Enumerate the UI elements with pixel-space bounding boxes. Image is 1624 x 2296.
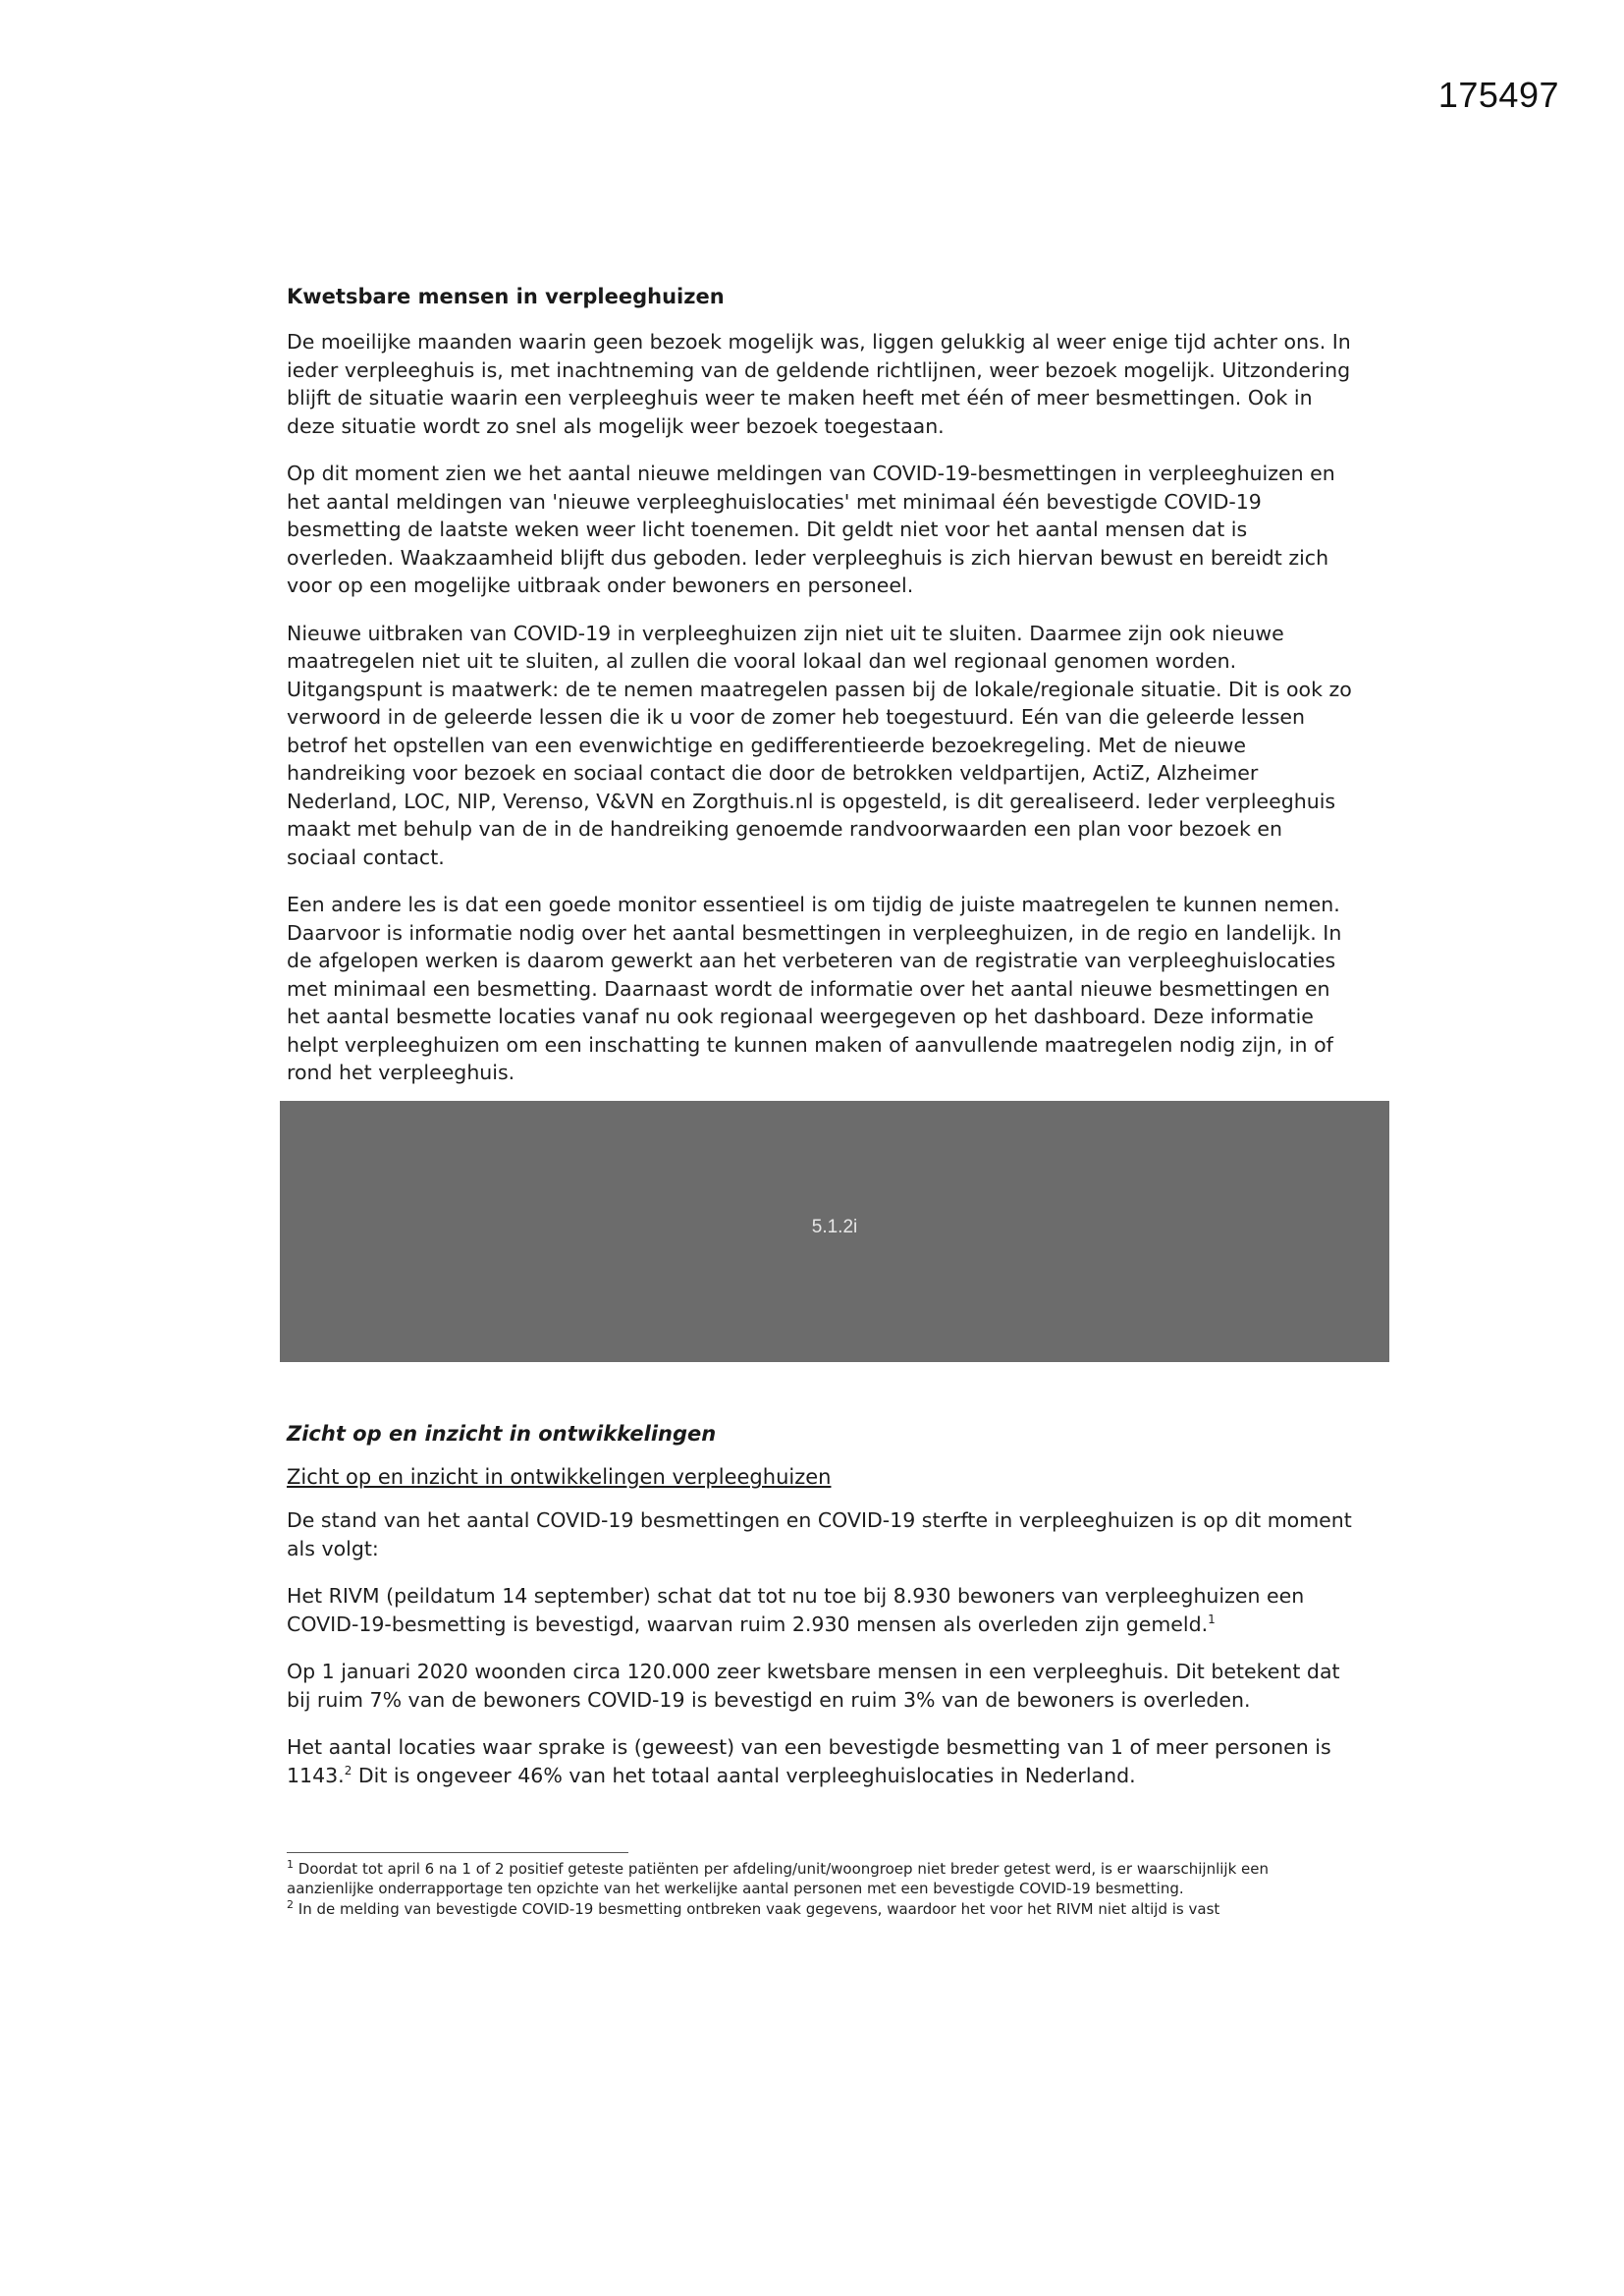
paragraph: Nieuwe uitbraken van COVID-19 in verpleeghuizen zijn niet uit te sluiten. Daarmee zijn ook nieuwe maatregelen niet uit te sluiten, al zullen die vooral lokaal dan wel regionaal genomen worden. Uitgangspunt is maatwerk: de te nemen maatregelen passen bij de lokale/regionale situatie. Dit is ook zo verwoord in de geleerde lessen die ik u voor de zomer heb toegestuurd. Eén van die geleerde lessen betrof het opstellen van een evenwichtige en gedifferentieerde bezoekregeling. Met de nieuwe handreiking voor bezoek en sociaal contact die door de betrokken veldpartijen, ActiZ, Alzheimer Nederland, LOC, NIP, Verenso, V&VN en Zorgthuis.nl is opgesteld, is dit gerealiseerd. Ieder verpleeghuis maakt met behulp van de in de handreiking genoemde randvoorwaarden een plan voor bezoek en sociaal contact. <box>287 621 1352 869</box>
paragraph-text: Dit is ongeveer 46% van het totaal aantal verpleeghuislocaties in Nederland. <box>352 1763 1136 1787</box>
paragraph: Een andere les is dat een goede monitor essentieel is om tijdig de juiste maatregelen te kunnen nemen. Daarvoor is informatie nodig over het aantal besmettingen in verpleeghuizen, in de regio en landelijk. In de afgelopen werken is daarom gewerkt aan het verbeteren van de registratie van verpleeghuislocaties met minimaal een besmetting. Daarnaast wordt de informatie over het aantal nieuwe besmettingen en het aantal besmette locaties vanaf nu ook regionaal weergegeven op het dashboard. Deze informatie helpt verpleeghuizen om een inschatting te kunnen maken of aanvullende maatregelen nodig zijn, in of rond het verpleeghuis. <box>287 893 1342 1084</box>
redaction-code: 5.1.2i <box>811 1217 858 1237</box>
section-title: Zicht op en inzicht in ontwikkelingen <box>287 1422 717 1446</box>
paragraph-text: Het aantal locaties waar sprake is (geweest) van een bevestigde besmetting van 1 of meer personen is 1143. <box>287 1735 1331 1787</box>
paragraph: Op 1 januari 2020 woonden circa 120.000 zeer kwetsbare mensen in een verpleeghuis. Dit betekent dat bij ruim 7% van de bewoners COVID-19 is bevestigd en ruim 3% van de bewoners is overleden. <box>287 1660 1340 1712</box>
footnote-ref: 1 <box>1208 1612 1216 1626</box>
footnote <box>287 1859 1357 1898</box>
paragraph: Op dit moment zien we het aantal nieuwe meldingen van COVID-19-besmettingen in verpleeghuizen en het aantal meldingen van 'nieuwe verpleeghuislocaties' met minimaal één bevestigde COVID-19 besmetting de laatste weken weer licht toenemen. Dit geldt niet voor het aantal mensen dat is overleden. Waakzaamheid blijft dus geboden. Ieder verpleeghuis is zich hiervan bewust en bereidt zich voor op een mogelijke uitbraak onder bewoners en personeel. <box>287 462 1335 597</box>
footnote-ref: 2 <box>344 1763 352 1777</box>
footnote-divider <box>287 1852 628 1853</box>
document-number: 175497 <box>1437 75 1559 115</box>
footnote-text: In de melding van bevestigde COVID-19 besmetting ontbreken vaak gegevens, waardoor het voor het RIVM niet altijd is vast <box>294 1900 1220 1918</box>
paragraph: De moeilijke maanden waarin geen bezoek mogelijk was, liggen gelukkig al weer enige tijd achter ons. In ieder verpleeghuis is, met inachtneming van de geldende richtlijnen, weer bezoek mogelijk. Uitzondering blijft de situatie waarin een verpleeghuis weer te maken heeft met één of meer besmettingen. Ook in deze situatie wordt zo snel als mogelijk weer bezoek toegestaan. <box>287 330 1351 438</box>
subsection-title: Zicht op en inzicht in ontwikkelingen verpleeghuizen <box>287 1465 832 1489</box>
paragraph <box>287 1733 1357 1789</box>
footnotes <box>287 1859 1357 1920</box>
footnote-mark: 1 <box>287 1858 294 1871</box>
paragraph-text: Het RIVM (peildatum 14 september) schat dat tot nu toe bij 8.930 bewoners van verpleeghuizen een COVID-19-besmetting is bevestigd, waarvan ruim 2.930 mensen als overleden zijn gemeld. <box>287 1584 1305 1636</box>
redaction-block <box>280 1101 1389 1362</box>
section-vulnerable-people <box>287 285 1357 1107</box>
section-title: Kwetsbare mensen in verpleeghuizen <box>287 285 725 308</box>
footnote-mark: 2 <box>287 1898 294 1911</box>
paragraph: De stand van het aantal COVID-19 besmettingen en COVID-19 sterfte in verpleeghuizen is op dit moment als volgt: <box>287 1508 1352 1560</box>
paragraph <box>287 1582 1357 1638</box>
section-developments <box>287 1422 1357 1809</box>
footnote <box>287 1899 1357 1919</box>
footnote-text: Doordat tot april 6 na 1 of 2 positief geteste patiënten per afdeling/unit/woongroep niet breder getest werd, is er waarschijnlijk een aanzienlijke onderrapportage ten opzichte van het werkelijke aantal personen met een bevestigde COVID-19 besmetting. <box>287 1860 1269 1897</box>
